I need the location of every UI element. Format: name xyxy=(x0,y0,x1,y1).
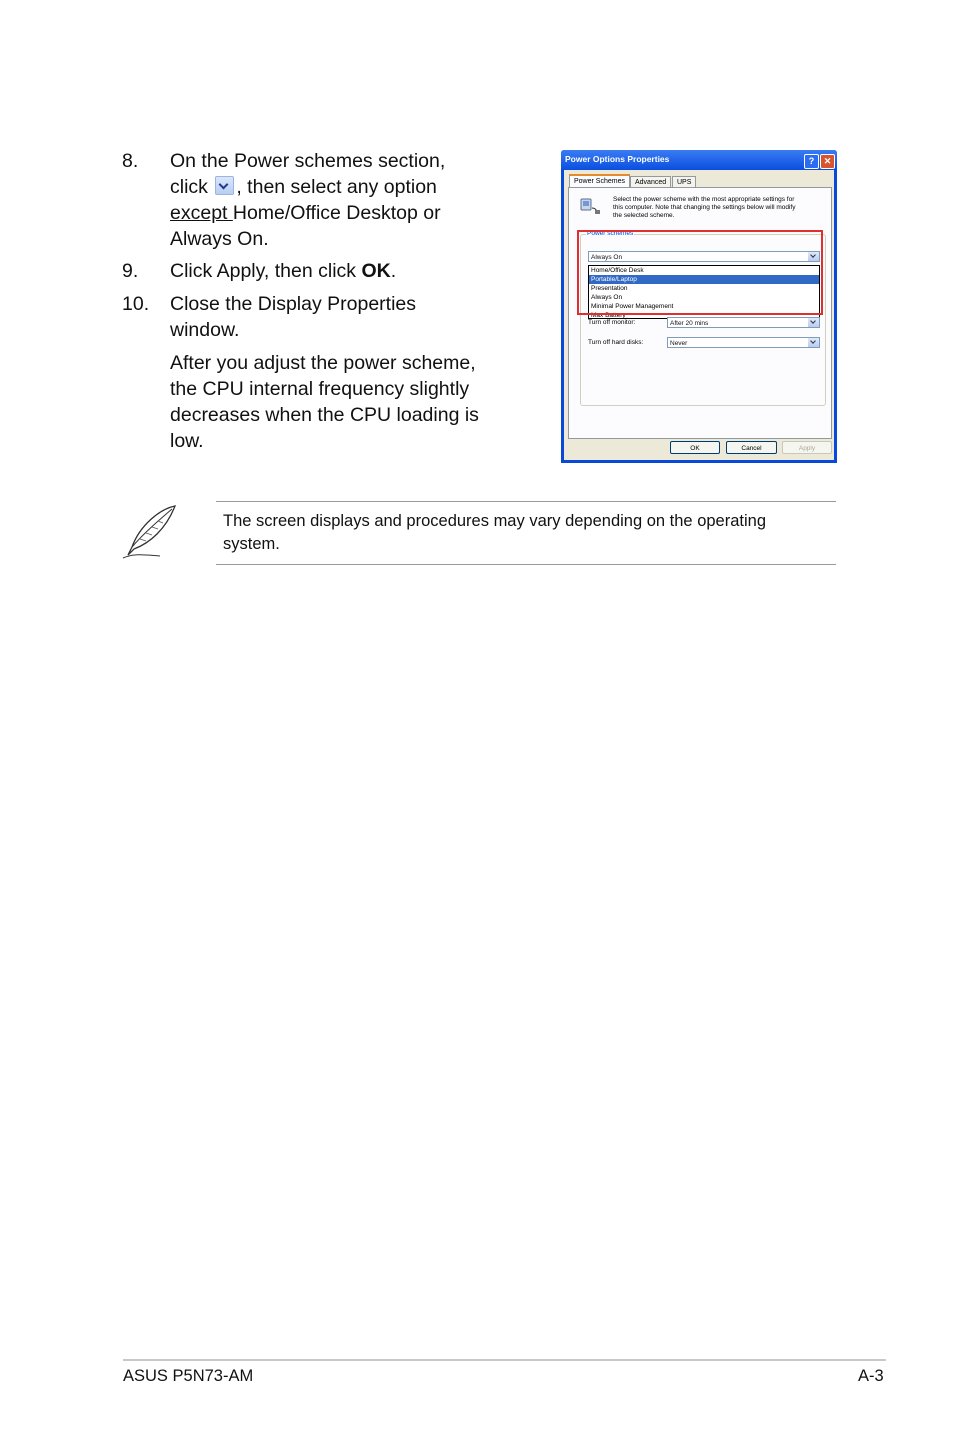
close-button[interactable]: ✕ xyxy=(820,154,835,169)
list-item[interactable]: Minimal Power Management xyxy=(591,303,674,310)
combo-value: Never xyxy=(670,340,688,347)
paragraph-line: decreases when the CPU loading is xyxy=(170,404,479,426)
chevron-down-icon[interactable] xyxy=(808,338,819,347)
cancel-button[interactable]: Cancel xyxy=(726,441,777,454)
step-text-after-except: Home/Office Desktop or xyxy=(232,202,441,224)
group-label: Power schemes xyxy=(587,230,634,237)
scheme-description xyxy=(613,196,823,220)
list-item[interactable]: Always On xyxy=(591,294,623,301)
highlight-box xyxy=(577,230,823,315)
step-number: 10. xyxy=(122,293,150,315)
feather-quill-icon xyxy=(120,503,180,561)
step-line: window. xyxy=(170,319,240,341)
step-text-after-icon: , then select any option xyxy=(236,176,437,198)
step-text-click: click xyxy=(170,176,208,198)
ok-emphasis: OK xyxy=(361,260,391,282)
step-number: 9. xyxy=(122,260,139,282)
help-button[interactable]: ? xyxy=(804,154,819,169)
step-text xyxy=(170,291,500,343)
disks-label: Turn off hard disks: xyxy=(588,339,644,346)
monitor-label: Turn off monitor: xyxy=(588,319,636,326)
step-line: Close the Display Properties xyxy=(170,293,417,315)
note-line: system. xyxy=(223,535,280,553)
step-line: Always On. xyxy=(170,228,269,250)
paragraph-line: After you adjust the power scheme, xyxy=(170,352,476,374)
paragraph-text xyxy=(170,350,510,454)
note-top-rule xyxy=(216,501,836,502)
dropdown-arrow-icon xyxy=(215,176,234,195)
combo-value: Always On xyxy=(591,254,623,261)
step-line xyxy=(170,200,510,226)
disks-select[interactable] xyxy=(667,337,820,348)
monitor-select[interactable] xyxy=(667,317,820,328)
step-text-before-ok: Click Apply, then click xyxy=(170,260,362,282)
description-line: this computer. Note that changing the settings below will modify xyxy=(613,204,796,211)
step-line xyxy=(170,174,510,200)
chevron-down-icon[interactable] xyxy=(808,318,819,327)
dialog-body xyxy=(564,170,834,460)
step-text xyxy=(170,258,500,284)
step-line: On the Power schemes section, xyxy=(170,150,446,172)
list-item[interactable]: Home/Office Desk xyxy=(591,267,644,274)
apply-button[interactable]: Apply xyxy=(782,441,832,454)
footer-page-number: A-3 xyxy=(858,1367,884,1385)
combo-value: After 20 mins xyxy=(670,320,709,327)
dialog-title-bar xyxy=(561,150,837,170)
tab-ups[interactable]: UPS xyxy=(672,176,696,189)
footer-product: ASUS P5N73-AM xyxy=(123,1367,254,1385)
dialog-title: Power Options Properties xyxy=(565,154,670,164)
tab-power-schemes[interactable]: Power Schemes xyxy=(569,174,630,189)
description-line: Select the power scheme with the most appropriate settings for xyxy=(613,196,795,203)
paragraph-line: low. xyxy=(170,430,204,452)
list-item[interactable]: Max Battery xyxy=(591,312,626,319)
note-line: The screen displays and procedures may vary depending on the operating xyxy=(223,512,767,530)
note-text xyxy=(223,510,823,556)
description-line: the selected scheme. xyxy=(613,212,675,219)
step-number: 8. xyxy=(122,150,139,172)
paragraph-line: the CPU internal frequency slightly xyxy=(170,378,470,400)
note-bottom-rule xyxy=(216,564,836,565)
except-word: except xyxy=(170,202,233,224)
step-text xyxy=(170,148,510,252)
footer-rule xyxy=(123,1359,886,1361)
power-plug-icon xyxy=(579,196,601,216)
ok-button[interactable]: OK xyxy=(670,441,720,454)
list-item[interactable]: Portable/Laptop xyxy=(589,275,819,284)
step-text-after-ok: . xyxy=(390,260,397,282)
list-item[interactable]: Presentation xyxy=(591,285,628,292)
tab-advanced[interactable]: Advanced xyxy=(630,176,671,189)
